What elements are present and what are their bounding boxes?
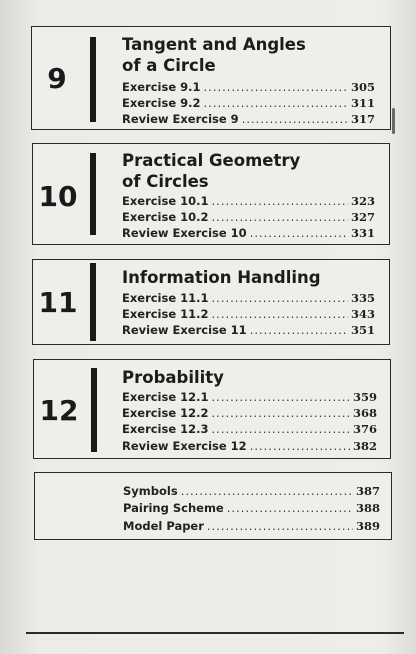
dot-leader <box>212 193 348 210</box>
toc-entry[interactable] <box>123 518 380 535</box>
chapter-title-line: Probability <box>122 368 224 387</box>
toc-entry[interactable] <box>122 438 377 455</box>
dot-leader <box>212 421 350 438</box>
entry-label: Exercise 10.1 <box>122 194 209 208</box>
chapter-title-line: Practical Geometry <box>122 151 301 170</box>
bottom-rule <box>26 632 404 634</box>
dot-leader <box>204 95 348 112</box>
toc-entry[interactable] <box>122 290 375 307</box>
page-number: 387 <box>355 484 380 498</box>
entry-label: Review Exercise 9 <box>122 112 239 126</box>
entry-label: Review Exercise 12 <box>122 439 247 453</box>
page-number: 323 <box>350 194 375 208</box>
toc-entry[interactable] <box>122 322 375 339</box>
entry-label: Exercise 12.1 <box>122 390 209 404</box>
chapter-number: 10 <box>38 180 78 213</box>
chapter-title <box>122 150 300 192</box>
dot-leader <box>212 290 348 307</box>
entry-label: Pairing Scheme <box>123 501 224 515</box>
entry-label: Exercise 12.3 <box>122 422 209 436</box>
page-number: 359 <box>352 390 377 404</box>
dot-leader <box>250 322 348 339</box>
toc-entry[interactable] <box>122 209 375 226</box>
entry-label: Exercise 10.2 <box>122 210 209 224</box>
chapter-title <box>122 367 224 388</box>
toc-entry[interactable] <box>122 79 375 96</box>
dot-leader <box>204 79 348 96</box>
entry-label: Model Paper <box>123 519 204 533</box>
entry-label: Symbols <box>123 484 178 498</box>
toc-entry[interactable] <box>122 389 377 406</box>
page-number: 368 <box>352 406 377 420</box>
ink-smudge <box>392 108 395 134</box>
page-number: 305 <box>350 80 375 94</box>
entry-label: Exercise 9.1 <box>122 80 201 94</box>
entry-label: Review Exercise 11 <box>122 323 247 337</box>
dot-leader <box>207 518 353 535</box>
chapter-title-line: Information Handling <box>122 268 321 287</box>
chapter-divider-bar <box>90 263 96 341</box>
page-number: 343 <box>350 307 375 321</box>
chapter-title <box>122 267 321 288</box>
chapter-divider-bar <box>90 37 96 122</box>
chapter-divider-bar <box>90 153 96 235</box>
chapter-title-line: Tangent and Angles <box>122 35 306 54</box>
page-number: 351 <box>350 323 375 337</box>
page-number: 327 <box>350 210 375 224</box>
toc-entry[interactable] <box>122 421 377 438</box>
dot-leader <box>212 389 350 406</box>
dot-leader <box>212 209 348 226</box>
dot-leader <box>250 225 348 242</box>
toc-entry[interactable] <box>123 500 380 517</box>
entry-label: Exercise 11.1 <box>122 291 209 305</box>
chapter-number: 12 <box>39 394 79 427</box>
dot-leader <box>212 306 348 323</box>
chapter-number: 11 <box>38 286 78 319</box>
page-number: 317 <box>350 112 375 126</box>
dot-leader <box>212 405 350 422</box>
toc-entry[interactable] <box>122 193 375 210</box>
page-number: 376 <box>352 422 377 436</box>
chapter-title <box>122 34 306 76</box>
page-number: 389 <box>355 519 380 533</box>
entry-label: Review Exercise 10 <box>122 226 247 240</box>
entry-label: Exercise 12.2 <box>122 406 209 420</box>
dot-leader <box>242 111 348 128</box>
toc-entry[interactable] <box>122 405 377 422</box>
dot-leader <box>250 438 350 455</box>
chapter-number: 9 <box>47 62 67 95</box>
dot-leader <box>227 500 353 517</box>
page-number: 335 <box>350 291 375 305</box>
toc-entry[interactable] <box>123 483 380 500</box>
page-number: 382 <box>352 439 377 453</box>
page-number: 311 <box>350 96 375 110</box>
toc-entry[interactable] <box>122 95 375 112</box>
dot-leader <box>181 483 353 500</box>
entry-label: Exercise 9.2 <box>122 96 201 110</box>
chapter-title-line: of a Circle <box>122 56 216 75</box>
chapter-divider-bar <box>91 368 97 452</box>
toc-entry[interactable] <box>122 225 375 242</box>
chapter-title-line: of Circles <box>122 172 209 191</box>
toc-entry[interactable] <box>122 306 375 323</box>
page-number: 331 <box>350 226 375 240</box>
toc-entry[interactable] <box>122 111 375 128</box>
page-number: 388 <box>355 501 380 515</box>
entry-label: Exercise 11.2 <box>122 307 209 321</box>
